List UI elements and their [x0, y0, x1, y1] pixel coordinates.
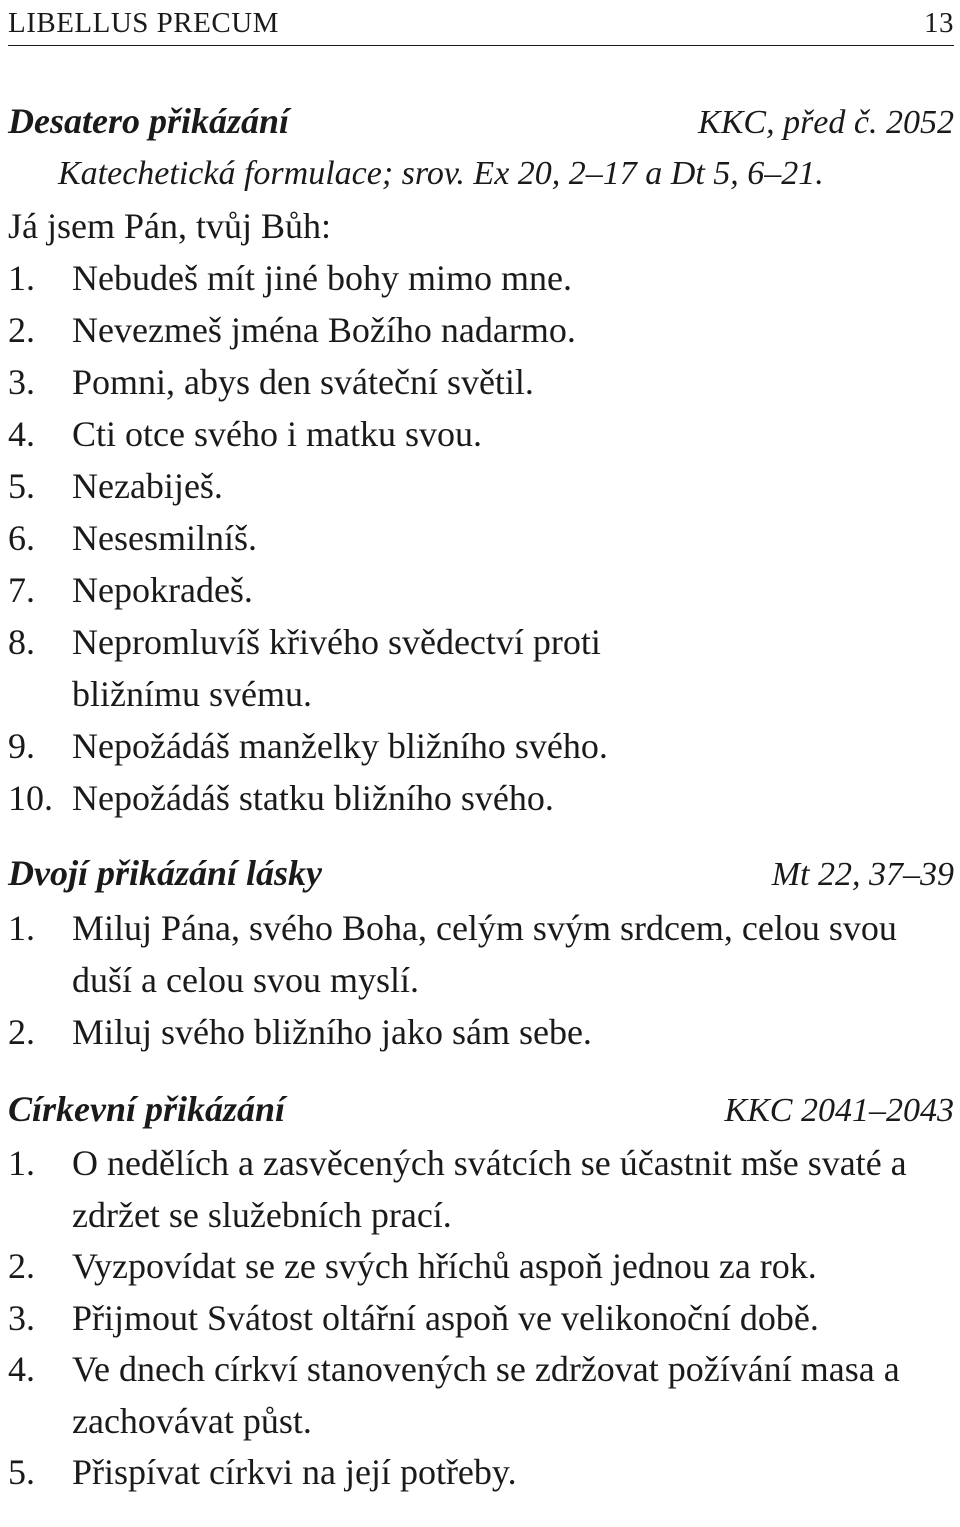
running-head-title: LIBELLUS PRECUM [8, 7, 279, 39]
commandment-list [8, 252, 954, 824]
list-item [8, 1006, 954, 1058]
section-reference: KKC 2041–2043 [724, 1092, 954, 1129]
item-number: 4. [8, 1349, 35, 1389]
section-heading [8, 1080, 954, 1138]
item-number: 10. [8, 778, 53, 818]
item-text: Vyzpovídat se ze svých hříchů aspoň jednou za rok. [72, 1246, 817, 1286]
list-item [8, 1138, 954, 1241]
section-title: Desatero přikázání [8, 101, 290, 141]
item-number: 2. [8, 1246, 35, 1286]
list-item [8, 902, 954, 1006]
section-ten-commandments [8, 94, 954, 824]
item-text: Přijmout Svátost oltářní aspoň ve velikonoční době. [72, 1297, 819, 1338]
item-text: Nezabiješ. [72, 466, 223, 506]
section-heading [8, 94, 954, 148]
list-item [8, 1293, 954, 1345]
item-number: 1. [8, 908, 35, 948]
item-text: Přispívat církvi na její potřeby. [72, 1452, 517, 1492]
item-number: 2. [8, 1012, 35, 1052]
list-item [8, 356, 954, 408]
section-title: Církevní přikázání [8, 1089, 286, 1129]
item-number: 7. [8, 570, 35, 610]
section-love-commandments [8, 844, 954, 1058]
page-number: 13 [924, 7, 954, 39]
list-item [8, 720, 954, 772]
list-item [8, 1447, 954, 1499]
item-number: 9. [8, 726, 35, 766]
list-item [8, 512, 954, 564]
list-item [8, 460, 954, 512]
love-commandment-list [8, 902, 954, 1058]
section-intro: Já jsem Pán, tvůj Bůh: [8, 206, 331, 246]
item-number: 4. [8, 414, 35, 454]
church-precept-list [8, 1138, 954, 1499]
item-number: 8. [8, 622, 35, 662]
item-text: Nebudeš mít jiné bohy mimo mne. [72, 258, 572, 298]
list-item [8, 616, 954, 720]
list-item [8, 772, 954, 824]
item-text: Miluj svého bližního jako sám sebe. [72, 1012, 592, 1052]
section-title: Dvojí přikázání lásky [8, 853, 323, 893]
list-item [8, 564, 954, 616]
list-item [8, 1344, 954, 1447]
running-head [8, 0, 954, 46]
item-text: Nevezmeš jména Božího nadarmo. [72, 310, 576, 350]
list-item [8, 304, 954, 356]
item-number: 3. [8, 362, 35, 402]
section-reference: KKC, před č. 2052 [698, 104, 954, 141]
item-number: 2. [8, 310, 35, 350]
book-page [8, 0, 954, 1499]
section-heading [8, 844, 954, 902]
item-number: 1. [8, 1143, 35, 1183]
list-item [8, 1241, 954, 1293]
item-text: Miluj Pána, svého Boha, celým svým srdcem, celou svou duší a celou svou myslí. [72, 908, 897, 1000]
item-number: 3. [8, 1297, 35, 1338]
item-text: Nepokradeš. [72, 570, 253, 610]
item-text: Nepožádáš manželky bližního svého. [72, 726, 608, 766]
section-reference: Mt 22, 37–39 [771, 856, 954, 893]
section-church-precepts [8, 1080, 954, 1499]
list-item [8, 252, 954, 304]
item-number: 5. [8, 1452, 35, 1492]
item-text: Nesesmilníš. [72, 518, 257, 558]
item-text: Nepožádáš statku bližního svého. [72, 778, 554, 818]
item-text: Pomni, abys den sváteční světil. [72, 362, 534, 402]
item-text: Nepromluvíš křivého svědectví proti bližnímu svému. [72, 622, 601, 714]
section-note: Katechetická formulace; srov. Ex 20, 2–17 a Dt 5, 6–21. [58, 155, 824, 192]
item-text: Ve dnech církví stanovených se zdržovat požívání masa a zachovávat půst. [72, 1349, 900, 1441]
item-number: 5. [8, 466, 35, 506]
item-number: 1. [8, 258, 35, 298]
item-text: O nedělích a zasvěcených svátcích se účastnit mše svaté a zdržet se služebních prací. [72, 1143, 907, 1235]
item-number: 6. [8, 518, 35, 558]
item-text: Cti otce svého i matku svou. [72, 414, 482, 454]
list-item [8, 408, 954, 460]
